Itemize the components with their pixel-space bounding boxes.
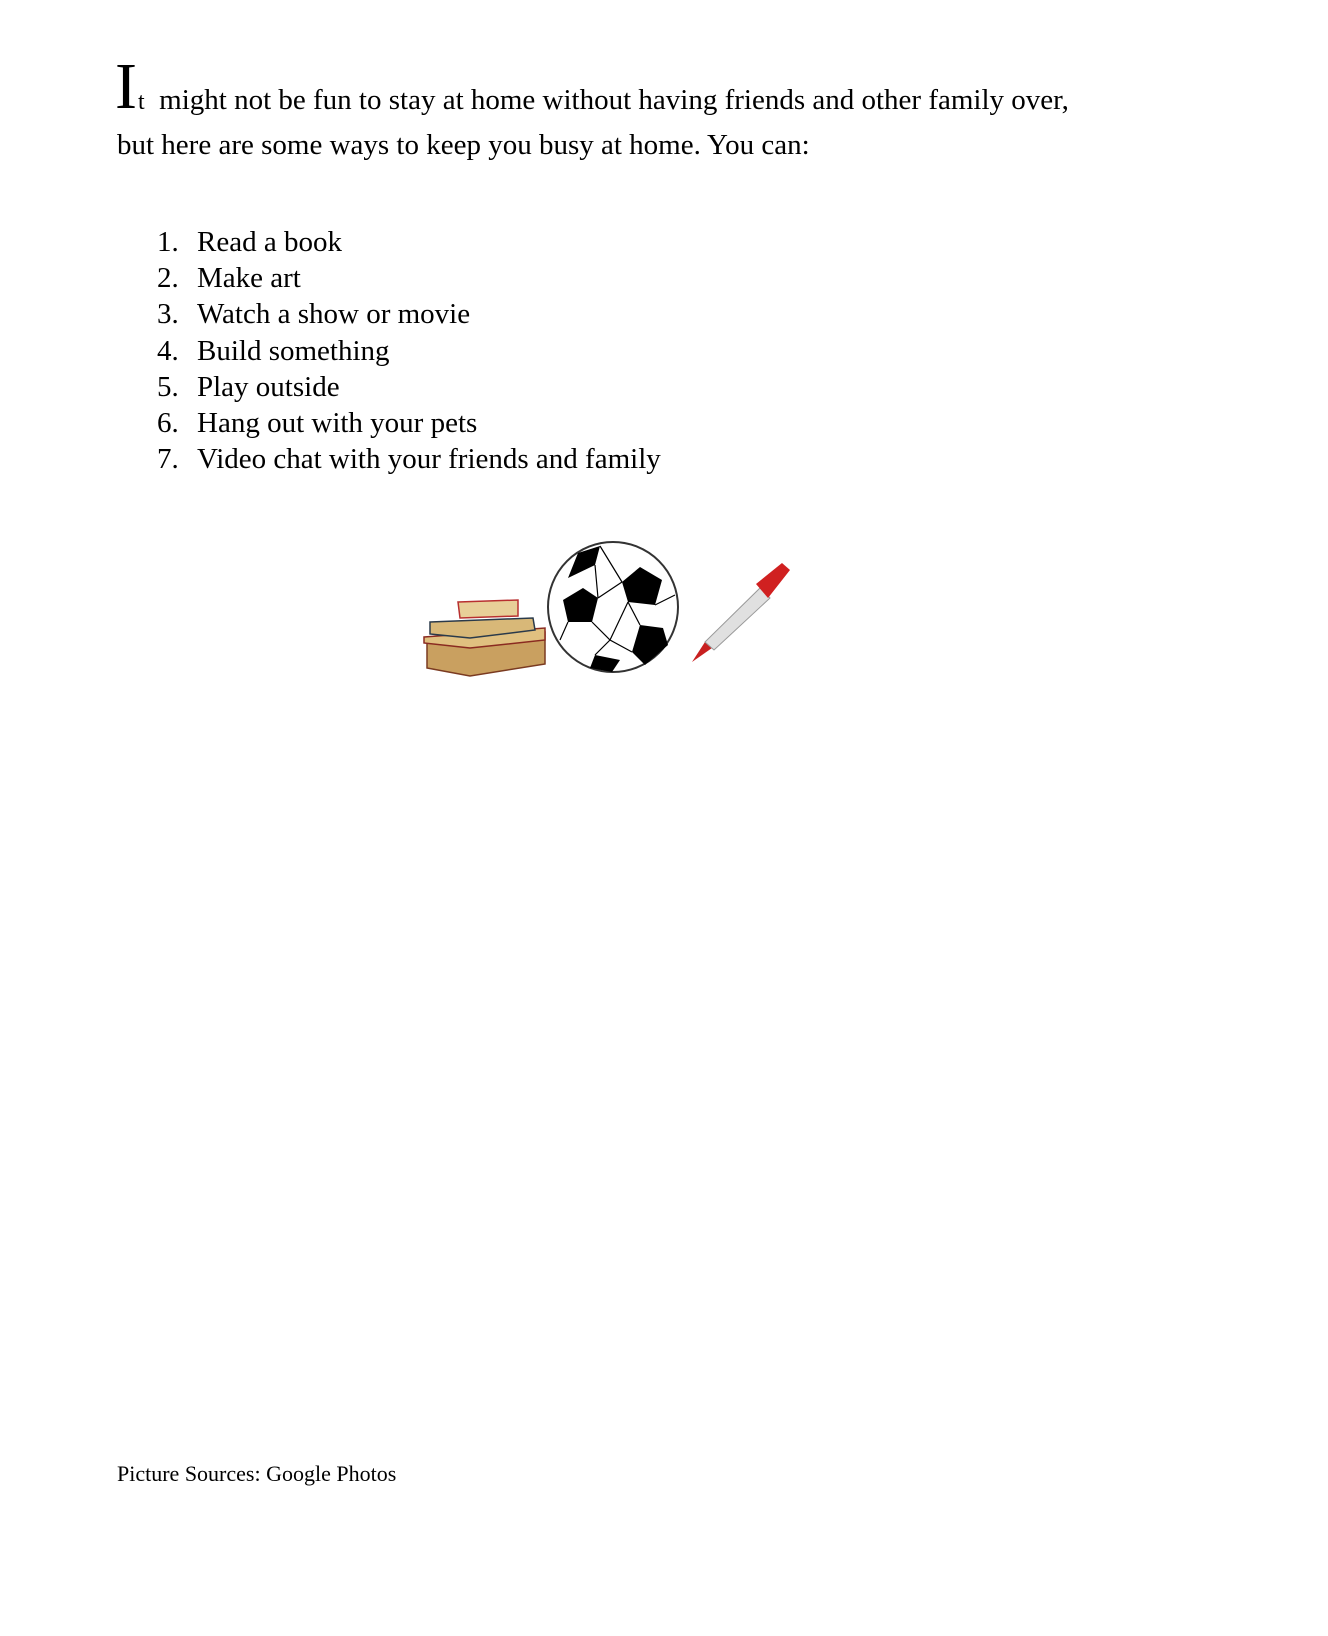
list-text: Make art bbox=[197, 262, 301, 295]
list-number: 5. bbox=[157, 370, 179, 403]
list-text: Video chat with your friends and family bbox=[197, 443, 661, 476]
drop-cap: I bbox=[115, 50, 137, 123]
intro-line-1-text: might not be fun to stay at home without having friends and other family over, bbox=[159, 84, 1069, 116]
intro-line-2: but here are some ways to keep you busy at home. You can: bbox=[117, 129, 810, 161]
list-item bbox=[157, 369, 661, 405]
list-number: 2. bbox=[157, 262, 179, 295]
list-text: Build something bbox=[197, 334, 390, 367]
marker-pen-image bbox=[692, 563, 790, 662]
books-image bbox=[424, 600, 545, 676]
list-item bbox=[157, 405, 661, 441]
list-item bbox=[157, 296, 661, 332]
list-text: Watch a show or movie bbox=[197, 298, 471, 331]
list-item bbox=[157, 441, 661, 477]
list-number: 6. bbox=[157, 406, 179, 439]
list-number: 7. bbox=[157, 443, 179, 476]
list-item bbox=[157, 260, 661, 296]
list-number: 1. bbox=[157, 226, 179, 258]
drop-cap-rest: t bbox=[138, 89, 145, 115]
soccer-ball-image bbox=[548, 542, 678, 672]
list-text: Play outside bbox=[197, 370, 340, 403]
list-number: 3. bbox=[157, 298, 179, 331]
list-text: Hang out with your pets bbox=[197, 406, 478, 439]
list-text: Read a book bbox=[197, 226, 342, 258]
pictures bbox=[400, 540, 820, 690]
activity-list bbox=[157, 224, 661, 477]
picture-sources: Picture Sources: Google Photos bbox=[117, 1461, 397, 1486]
list-item bbox=[157, 224, 661, 260]
list-number: 4. bbox=[157, 334, 179, 367]
intro-line-1 bbox=[138, 83, 1069, 119]
list-item bbox=[157, 333, 661, 369]
